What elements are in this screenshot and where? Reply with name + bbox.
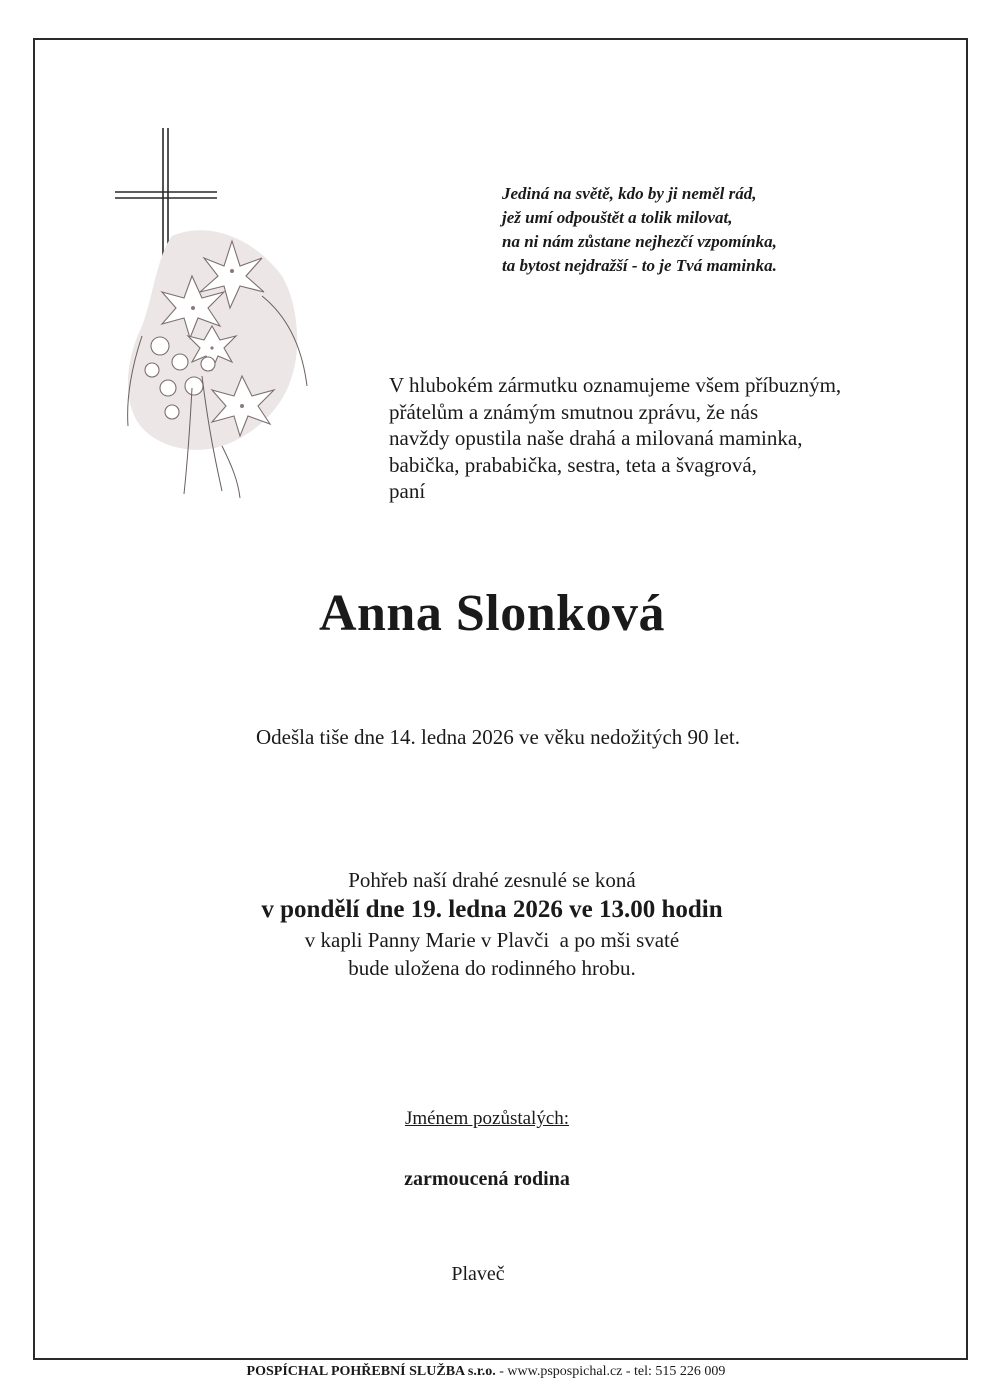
funeral-intro: Pohřeb naší drahé zesnulé se koná [348, 868, 636, 892]
deceased-name: Anna Slonková [318, 585, 666, 642]
poem-line: na ni nám zůstane nejhezčí vzpomínka, [502, 232, 777, 251]
announcement-text [389, 372, 949, 505]
cross-with-lilies-icon [112, 126, 317, 501]
announcement-line: přátelům a známým smutnou zprávu, že nás [389, 399, 759, 424]
poem-verse [502, 182, 922, 278]
announcement-line: paní [389, 479, 426, 503]
footer [0, 1364, 972, 1380]
funeral-details [0, 866, 984, 982]
funeral-location: v kapli Panny Marie v Plavči a po mši svaté [304, 928, 680, 952]
poem-line: ta bytost nejdražší - to je Tvá maminka. [502, 256, 777, 275]
funeral-datetime: v pondělí dne 19. ledna 2026 ve 13.00 hodin [261, 896, 723, 923]
announcement-line: V hlubokém zármutku oznamujeme všem příbuzným, [389, 373, 842, 397]
poem-line: Jediná na světě, kdo by ji neměl rád, [502, 184, 757, 203]
announcement-line: babička, prababička, sestra, teta a švagrová, [389, 452, 757, 477]
signature-label: Jménem pozůstalých: [404, 1108, 570, 1129]
funeral-burial: bude uložena do rodinného hrobu. [348, 956, 636, 980]
death-note: Odešla tiše dne 14. ledna 2026 ve věku nedožitých 90 let. [255, 725, 741, 749]
signature-family: zarmoucená rodina [404, 1168, 570, 1190]
footer-contact: - www.pspospichal.cz - tel: 515 226 009 [495, 1364, 726, 1379]
footer-company: POSPÍCHAL POHŘEBNÍ SLUŽBA s.r.o. [246, 1364, 496, 1379]
announcement-line: navždy opustila naše drahá a milovaná maminka, [389, 426, 803, 450]
poem-line: jež umí odpouštět a tolik milovat, [502, 208, 733, 227]
signature-place: Plaveč [451, 1263, 505, 1285]
